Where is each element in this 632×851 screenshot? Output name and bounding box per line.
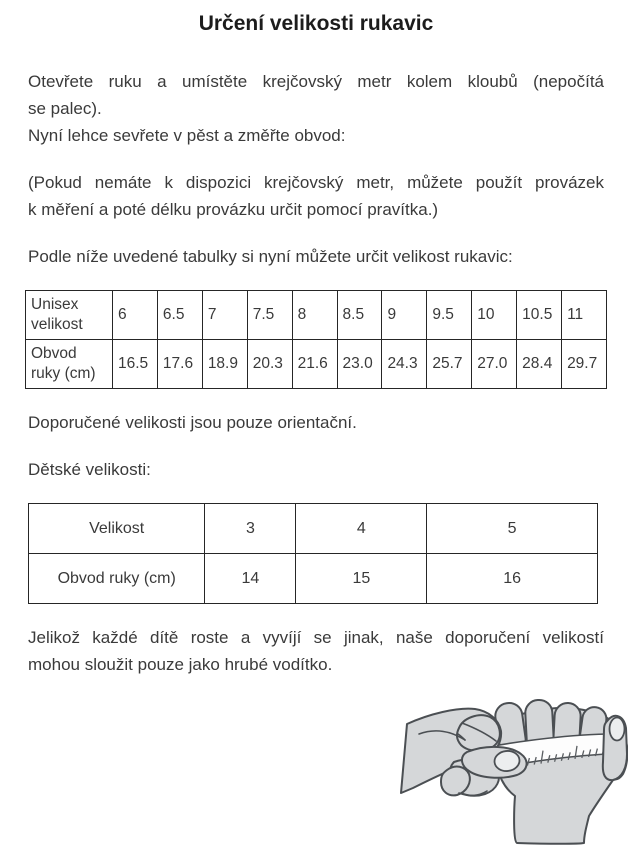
value-cell: 24.3 xyxy=(382,340,427,389)
text-line: Otevřete ruku a umístěte krejčovský metr kolem kloubů (nepočítá xyxy=(28,72,604,91)
kids-size-table xyxy=(28,503,598,604)
value-cell: 15 xyxy=(296,554,427,604)
kids-disclaimer-paragraph xyxy=(28,624,604,678)
value-cell: 29.7 xyxy=(562,340,607,389)
text-line: mohou sloužit pouze jako hrubé vodítko. xyxy=(28,655,333,674)
table-intro-paragraph xyxy=(28,243,604,270)
value-cell: 21.6 xyxy=(292,340,337,389)
row-header-cell: Obvod ruky (cm) xyxy=(26,340,113,389)
value-cell: 16.5 xyxy=(113,340,158,389)
value-cell: 20.3 xyxy=(247,340,292,389)
value-cell: 3 xyxy=(205,504,296,554)
value-cell: 27.0 xyxy=(472,340,517,389)
string-alternative-paragraph xyxy=(28,169,604,223)
value-cell: 10.5 xyxy=(517,291,562,340)
left-index-knuckle xyxy=(457,715,500,751)
value-cell: 18.9 xyxy=(202,340,247,389)
text-line: Nyní lehce sevřete v pěst a změřte obvod: xyxy=(28,126,346,145)
value-cell: 28.4 xyxy=(517,340,562,389)
text-line: Jelikož každé dítě roste a vyvíjí se jinak, naše doporučení velikostí xyxy=(28,628,604,647)
value-cell: 5 xyxy=(427,504,598,554)
text-line: se palec). xyxy=(28,99,102,118)
text-line: Podle níže uvedené tabulky si nyní můžete určit velikost rukavic: xyxy=(28,247,513,266)
value-cell: 9.5 xyxy=(427,291,472,340)
left-curled-finger-2 xyxy=(441,767,470,796)
value-cell: 11 xyxy=(562,291,607,340)
table-row xyxy=(29,504,598,554)
value-cell: 4 xyxy=(296,504,427,554)
measuring-hands-svg xyxy=(399,698,628,851)
row-header-cell: Unisex velikost xyxy=(26,291,113,340)
value-cell: 10 xyxy=(472,291,517,340)
text-line: Doporučené velikosti jsou pouze orientační. xyxy=(28,413,357,432)
value-cell: 6 xyxy=(113,291,158,340)
row-header-cell: Velikost xyxy=(29,504,205,554)
value-cell: 17.6 xyxy=(157,340,202,389)
table-row xyxy=(26,340,607,389)
fist-thumb-nail xyxy=(610,718,625,741)
page-title: Určení velikosti rukavic xyxy=(198,12,434,35)
value-cell: 8.5 xyxy=(337,291,382,340)
value-cell: 25.7 xyxy=(427,340,472,389)
value-cell: 7 xyxy=(202,291,247,340)
kids-sizes-heading xyxy=(28,456,604,483)
table-row xyxy=(26,291,607,340)
row-header-cell: Obvod ruky (cm) xyxy=(29,554,205,604)
measuring-hands-illustration xyxy=(399,698,628,851)
value-cell: 9 xyxy=(382,291,427,340)
value-cell: 8 xyxy=(292,291,337,340)
value-cell: 14 xyxy=(205,554,296,604)
table-row xyxy=(29,554,598,604)
disclaimer-paragraph xyxy=(28,409,604,436)
measure-instructions-paragraph xyxy=(28,68,604,149)
value-cell: 23.0 xyxy=(337,340,382,389)
text-line: Dětské velikosti: xyxy=(28,460,151,479)
value-cell: 6.5 xyxy=(157,291,202,340)
text-line: (Pokud nemáte k dispozici krejčovský metr, můžete použít provázek xyxy=(28,173,604,192)
text-line: k měření a poté délku provázku určit pomocí pravítka.) xyxy=(28,200,439,219)
value-cell: 16 xyxy=(427,554,598,604)
unisex-size-table xyxy=(25,290,607,389)
value-cell: 7.5 xyxy=(247,291,292,340)
